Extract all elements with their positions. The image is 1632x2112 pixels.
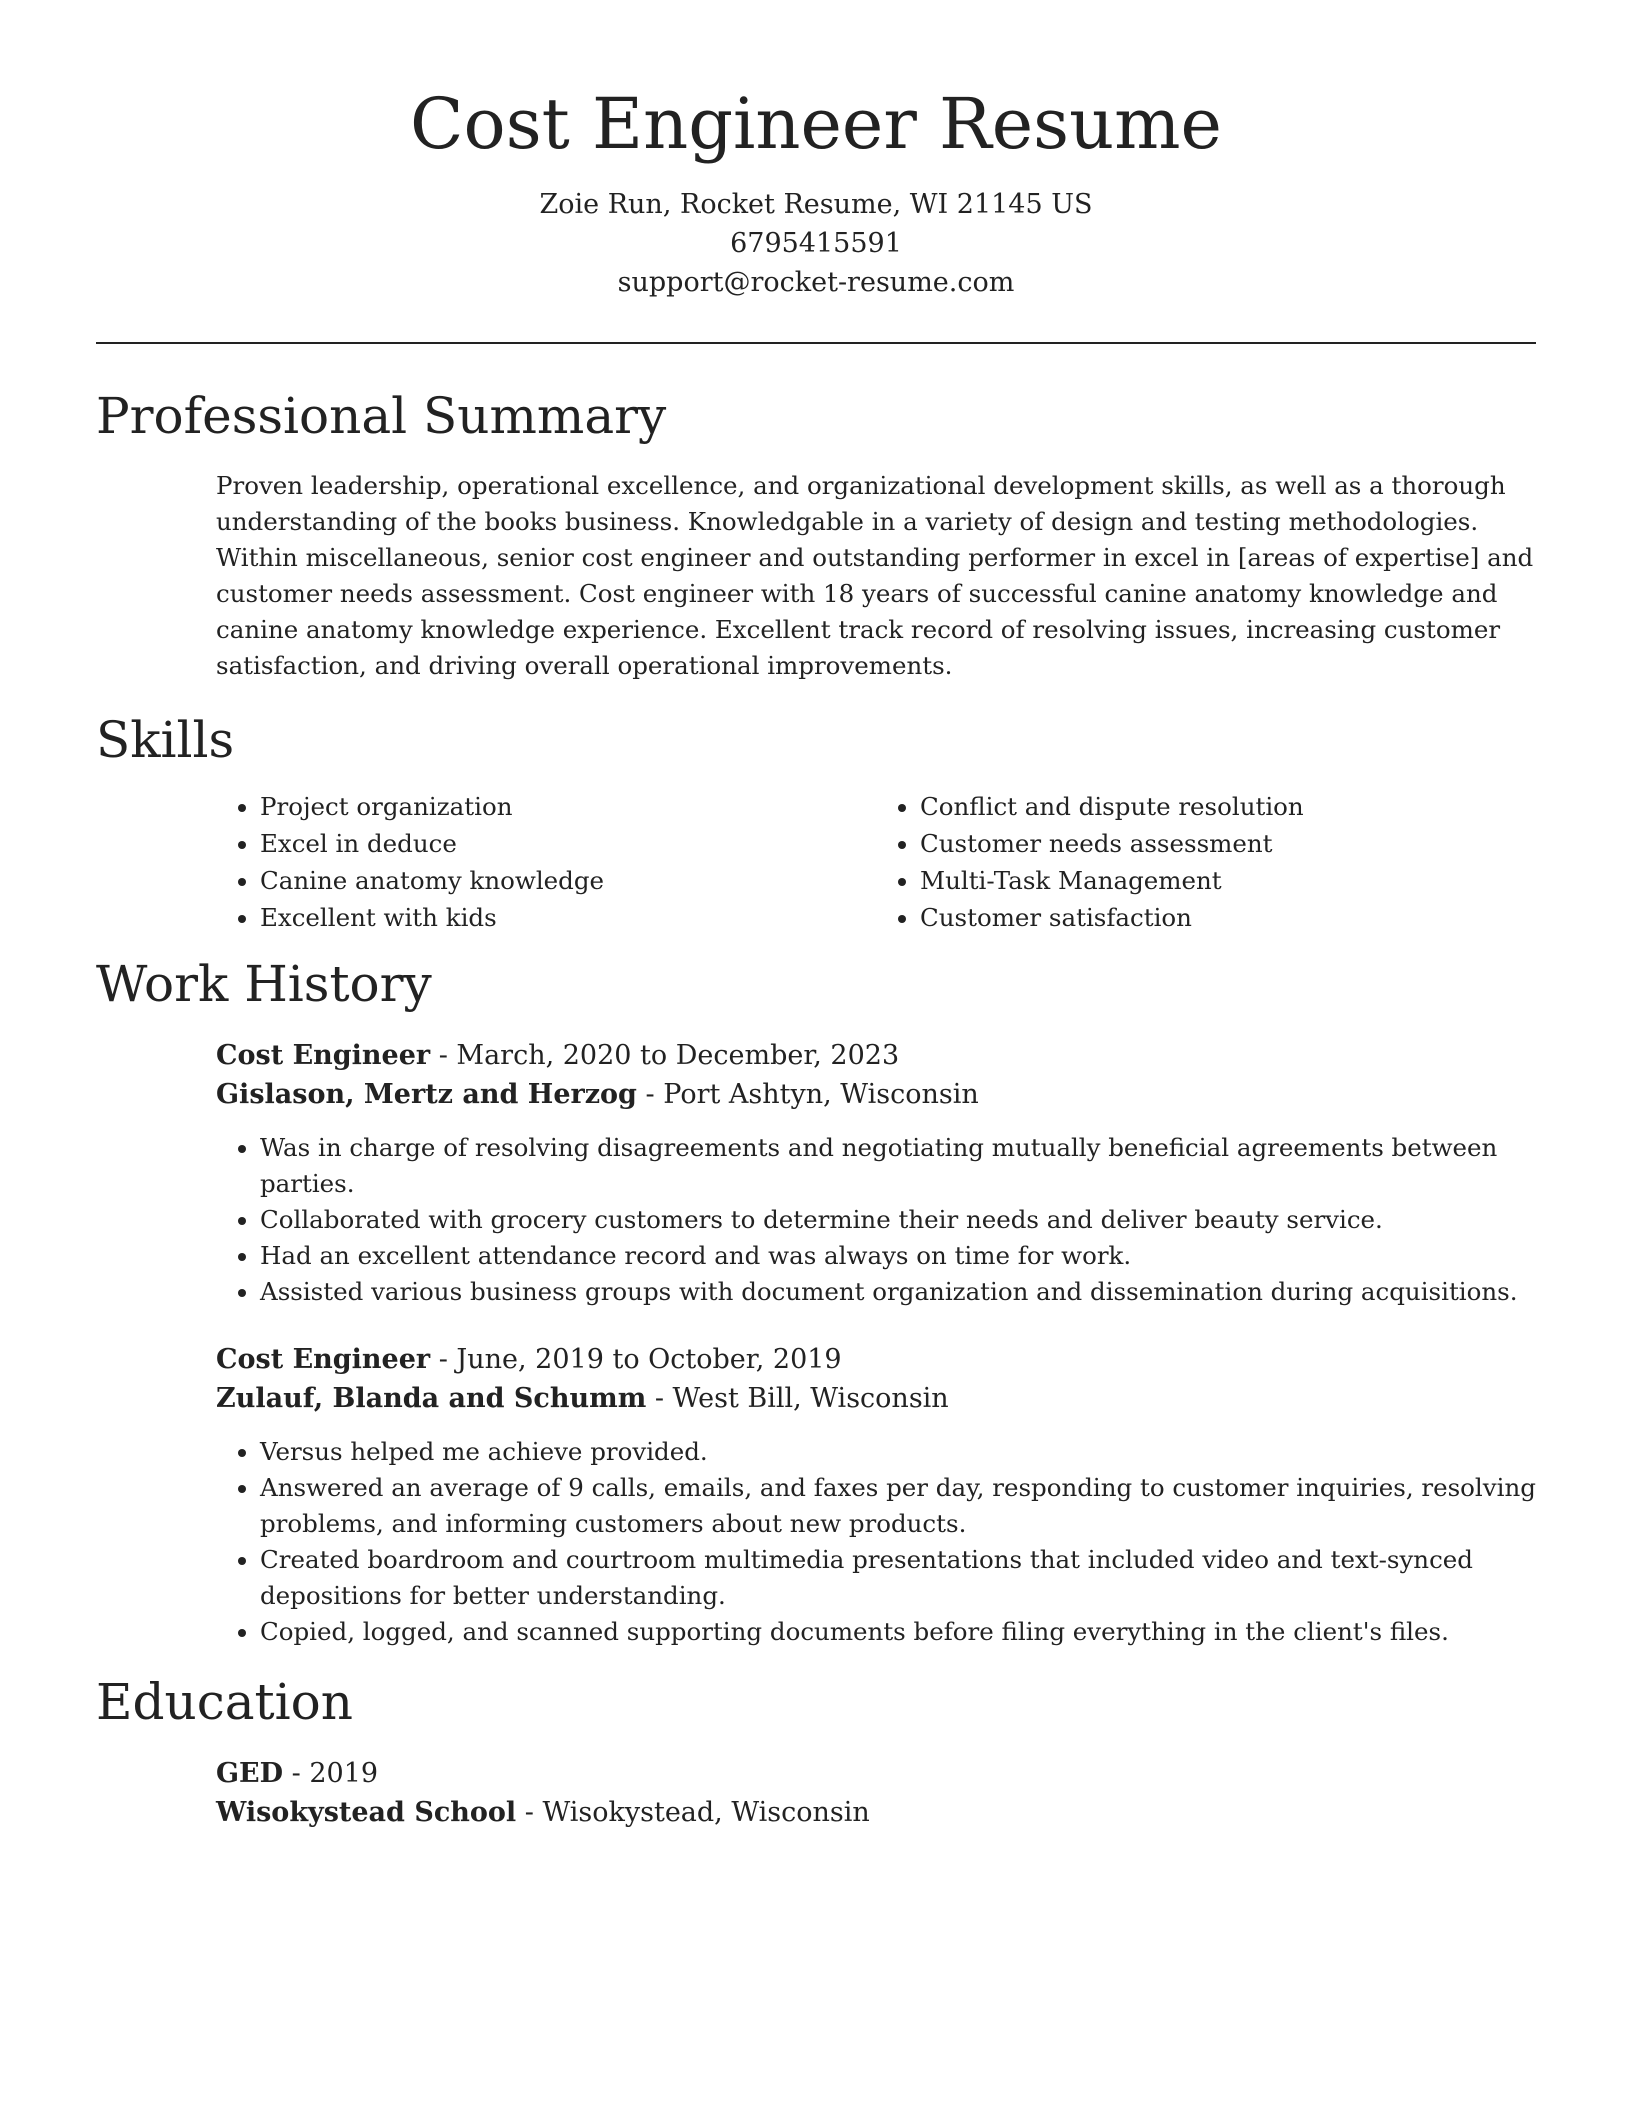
skills-column-left [216, 788, 876, 936]
job-duty: • Created boardroom and courtroom multimedia presentations that included video and text-synced depositions for better understanding. [260, 1542, 1536, 1614]
school-line [216, 1793, 1536, 1832]
job-duties [216, 1434, 1536, 1650]
job-duty: • Copied, logged, and scanned supporting documents before filing everything in the client's files. [260, 1614, 1536, 1650]
job-duty: • Versus helped me achieve provided. [260, 1434, 1536, 1470]
skill-item: • Excellent with kids [260, 899, 876, 936]
resume-page [96, 0, 1536, 2112]
skill-item: • Multi-Task Management [920, 862, 1536, 899]
address: Zoie Run, Rocket Resume, WI 21145 US [539, 189, 1093, 220]
job-duty: • Answered an average of 9 calls, emails, and faxes per day, responding to customer inquiries, resolving problems, and informing customers about new products. [260, 1470, 1536, 1542]
job-location: - Port Ashtyn, Wisconsin [636, 1079, 979, 1110]
job-dates: - March, 2020 to December, 2023 [430, 1040, 900, 1071]
summary-text: Proven leadership, operational excellence, and organizational development skills, as well as a thorough understanding of the books business. Knowledgable in a variety of design and testing methodologies. Within miscellaneous, senior cost engineer and outstanding performer in excel in [areas of expertise] and customer needs assessment. Cost engineer with 18 years of successful canine anatomy knowledge and canine anatomy knowledge experience. Excellent track record of resolving issues, increasing customer satisfaction, and driving overall operational improvements. [216, 471, 1534, 680]
email-address: support@rocket-resume.com [617, 267, 1015, 298]
job-duty: • Had an excellent attendance record and was always on time for work. [260, 1238, 1536, 1274]
skill-item: • Customer needs assessment [920, 825, 1536, 862]
skill-item: • Conflict and dispute resolution [920, 788, 1536, 825]
job-duty: • Assisted various business groups with document organization and dissemination during acquisitions. [260, 1274, 1536, 1310]
degree-line [216, 1754, 1536, 1793]
job-dates: - June, 2019 to October, 2019 [430, 1344, 842, 1375]
degree: GED [216, 1758, 284, 1789]
skills-column-right [876, 788, 1536, 936]
school-name: Wisokystead School [216, 1797, 517, 1828]
job-entry [216, 1340, 1536, 1650]
skill-item: • Excel in deduce [260, 825, 876, 862]
graduation-year: - 2019 [283, 1758, 379, 1789]
contact-info [96, 185, 1536, 302]
school-location: - Wisokystead, Wisconsin [516, 1797, 870, 1828]
skills-heading: Skills [96, 711, 235, 769]
job-title-line [216, 1340, 1536, 1379]
job-company: Gislason, Mertz and Herzog [216, 1079, 637, 1110]
phone-number: 6795415591 [730, 228, 902, 259]
education-heading: Education [96, 1673, 353, 1731]
header-divider [96, 342, 1536, 344]
job-location: - West Bill, Wisconsin [646, 1383, 949, 1414]
page-title: Cost Engineer Resume [410, 83, 1222, 165]
education-entry [216, 1754, 1536, 1832]
job-duties [216, 1130, 1536, 1310]
job-title: Cost Engineer [216, 1040, 431, 1071]
skill-item: • Canine anatomy knowledge [260, 862, 876, 899]
job-title-line [216, 1036, 1536, 1075]
job-company-line [216, 1075, 1536, 1114]
job-duty: • Was in charge of resolving disagreements and negotiating mutually beneficial agreements between parties. [260, 1130, 1536, 1202]
work-history-heading: Work History [96, 955, 432, 1013]
job-title: Cost Engineer [216, 1344, 431, 1375]
job-company: Zulauf, Blanda and Schumm [216, 1383, 647, 1414]
job-entry [216, 1036, 1536, 1310]
summary-heading: Professional Summary [96, 387, 667, 445]
job-company-line [216, 1379, 1536, 1418]
job-duty: • Collaborated with grocery customers to determine their needs and deliver beauty service. [260, 1202, 1536, 1238]
skill-item: • Project organization [260, 788, 876, 825]
skill-item: • Customer satisfaction [920, 899, 1536, 936]
skills-list [216, 788, 1536, 936]
